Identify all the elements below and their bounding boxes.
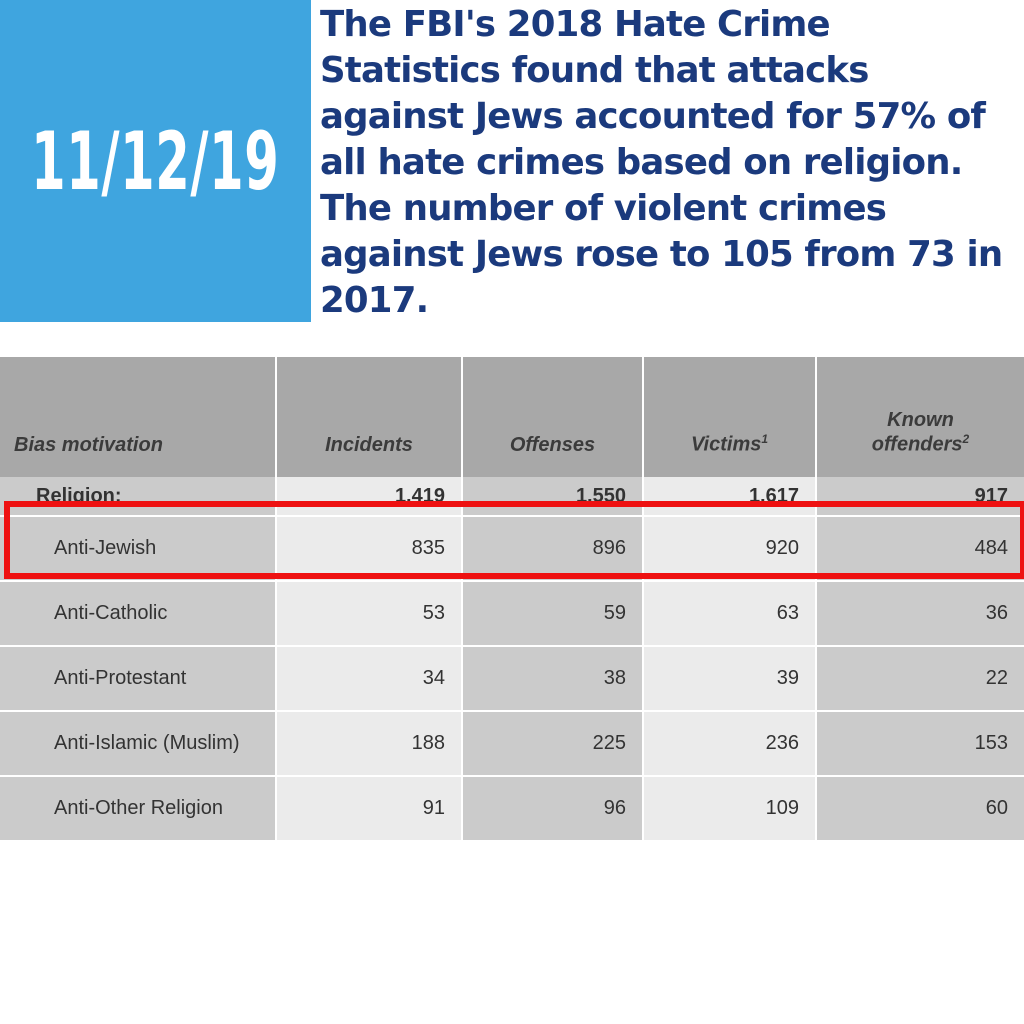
cell-incidents: 34 xyxy=(277,647,463,712)
cell-victims: 920 xyxy=(644,517,817,582)
table-header-row xyxy=(0,357,1024,477)
date-text: 11/12/19 xyxy=(31,114,280,208)
cell-offenders: 153 xyxy=(817,712,1024,777)
cell-victims: 39 xyxy=(644,647,817,712)
cell-offenders: 484 xyxy=(817,517,1024,582)
table-row-religion-total xyxy=(0,477,1024,517)
cell-offenses: 225 xyxy=(463,712,644,777)
cell-victims: 1,617 xyxy=(644,477,817,517)
cell-offenders: 36 xyxy=(817,582,1024,647)
row-label: Religion: xyxy=(0,477,277,517)
cell-incidents: 91 xyxy=(277,777,463,842)
cell-offenses: 59 xyxy=(463,582,644,647)
table-row xyxy=(0,647,1024,712)
cell-offenders: 60 xyxy=(817,777,1024,842)
header-offenders-line1: Known xyxy=(887,409,954,432)
row-label: Anti-Islamic (Muslim) xyxy=(0,712,277,777)
table-row xyxy=(0,777,1024,842)
cell-offenses: 38 xyxy=(463,647,644,712)
header-incidents: Incidents xyxy=(277,357,463,477)
date-banner xyxy=(0,0,311,322)
cell-incidents: 53 xyxy=(277,582,463,647)
header-bias-motivation: Bias motivation xyxy=(0,357,277,477)
row-label: Anti-Protestant xyxy=(0,647,277,712)
cell-victims: 236 xyxy=(644,712,817,777)
cell-offenses: 96 xyxy=(463,777,644,842)
table-row xyxy=(0,582,1024,647)
victims-footnote-mark: 1 xyxy=(761,432,769,447)
cell-offenders: 917 xyxy=(817,477,1024,517)
cell-incidents: 835 xyxy=(277,517,463,582)
header-offenders-line2: offenders xyxy=(871,434,963,456)
header-victims xyxy=(644,357,817,477)
cell-offenses: 1,550 xyxy=(463,477,644,517)
hate-crime-table xyxy=(0,357,1024,842)
header-victims-label: Victims xyxy=(690,434,762,456)
header-known-offenders xyxy=(817,357,1024,477)
cell-offenders: 22 xyxy=(817,647,1024,712)
table-row-anti-jewish xyxy=(0,517,1024,582)
headline-text: The FBI's 2018 Hate Crime Statistics found that attacks against Jews accounted for 57% of all hate crimes based on religion. The number of violent crimes against Jews rose to 105 from 73 in 2017. xyxy=(320,4,1003,321)
cell-incidents: 188 xyxy=(277,712,463,777)
cell-victims: 63 xyxy=(644,582,817,647)
row-label: Anti-Jewish xyxy=(0,517,277,582)
cell-incidents: 1,419 xyxy=(277,477,463,517)
row-label: Anti-Catholic xyxy=(0,582,277,647)
cell-offenses: 896 xyxy=(463,517,644,582)
cell-victims: 109 xyxy=(644,777,817,842)
row-label: Anti-Other Religion xyxy=(0,777,277,842)
header-offenses: Offenses xyxy=(463,357,644,477)
offenders-footnote-mark: 2 xyxy=(962,432,970,447)
table-row xyxy=(0,712,1024,777)
